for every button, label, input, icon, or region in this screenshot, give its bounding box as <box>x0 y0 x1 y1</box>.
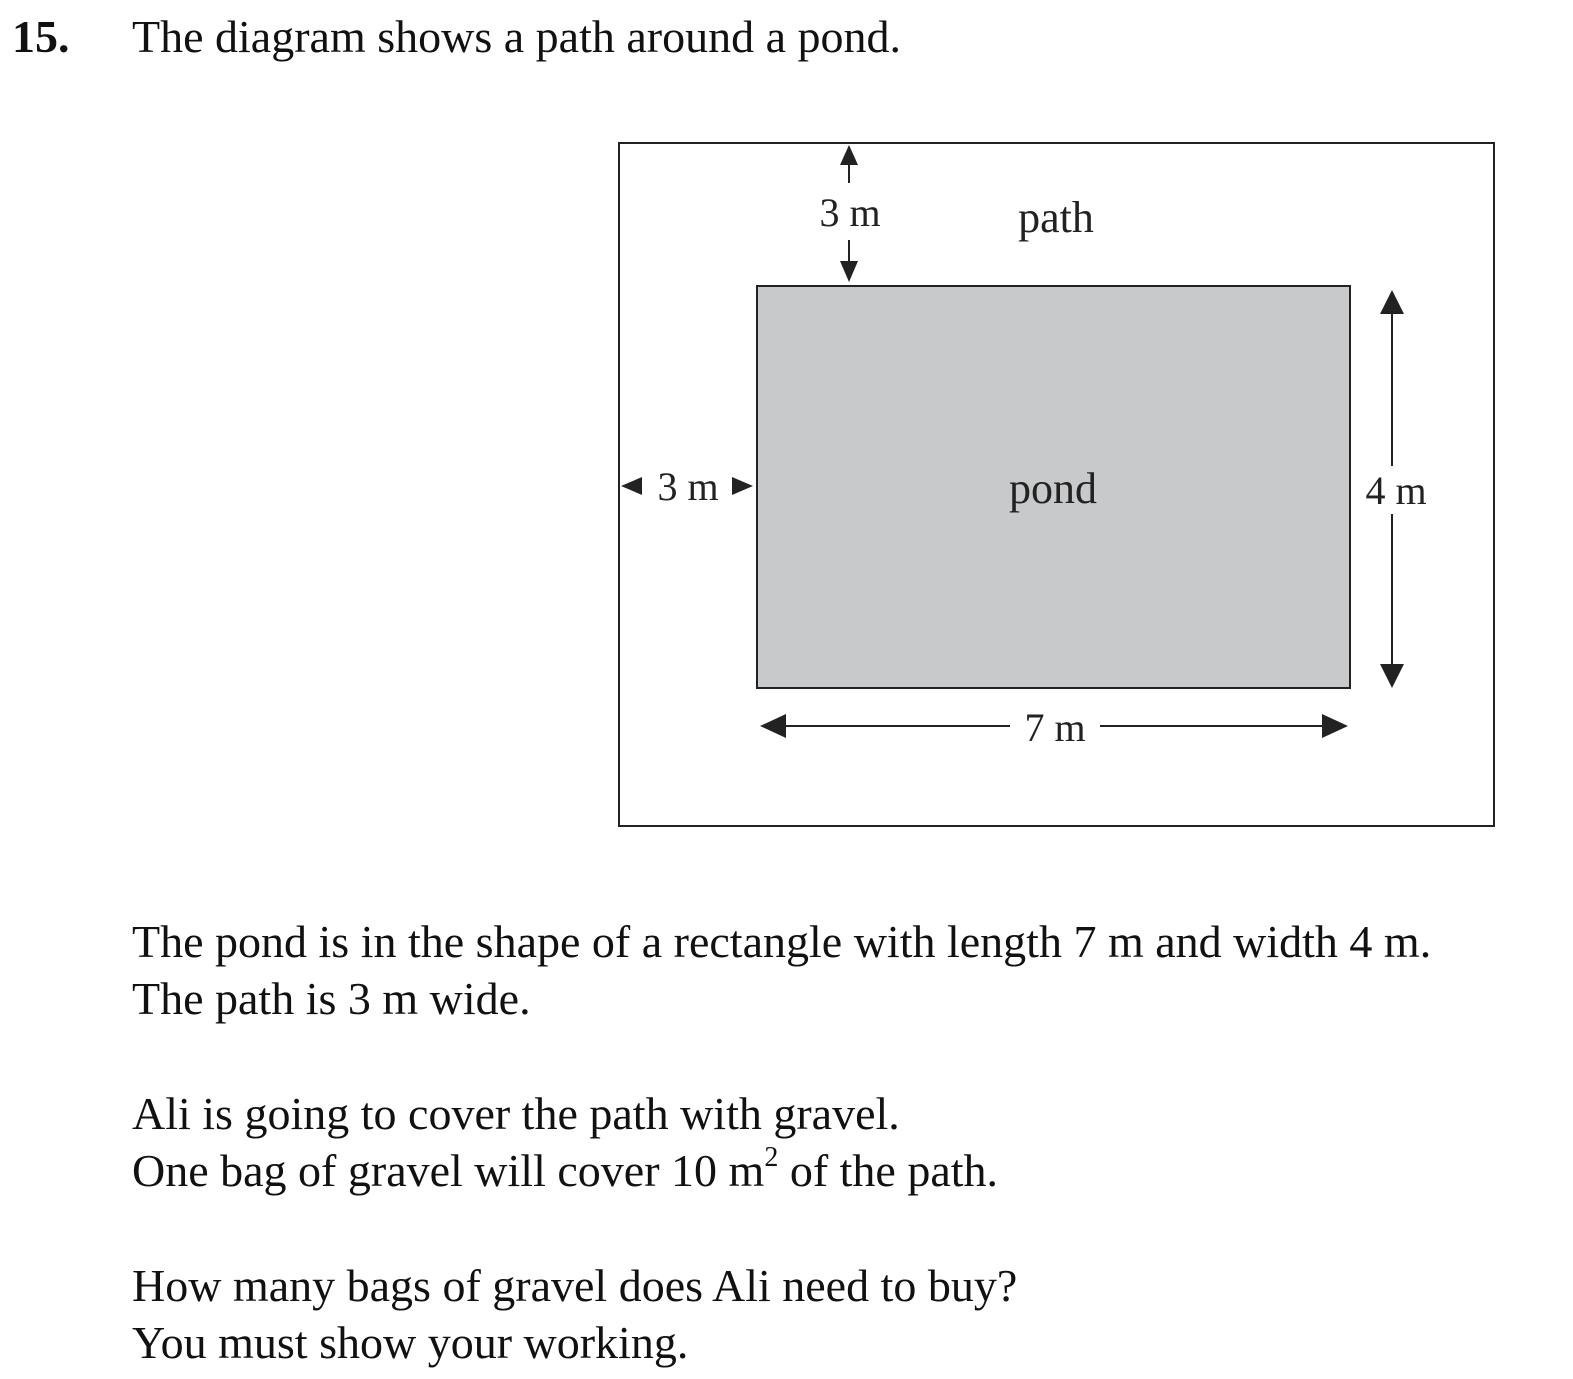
bottom-dimension-label: 7 m <box>1024 705 1086 750</box>
pond-description-line-1: The pond is in the shape of a rectangle with length 7 m and width 4 m. <box>132 916 1432 967</box>
gravel-description-line-2 <box>132 1142 998 1199</box>
question-prompt <box>132 1257 1017 1371</box>
squared-superscript: 2 <box>764 1141 779 1173</box>
question-prompt-line-1: How many bags of gravel does Ali need to buy? <box>132 1260 1018 1311</box>
path-label: path <box>1018 193 1094 242</box>
pond-description-line-2: The path is 3 m wide. <box>132 973 531 1024</box>
left-dimension-label: 3 m <box>657 464 719 509</box>
question-number: 15. <box>12 11 70 62</box>
question-prompt-line-2: You must show your working. <box>132 1317 689 1368</box>
pond-label: pond <box>1009 464 1097 513</box>
top-dimension-label: 3 m <box>819 190 881 235</box>
gravel-description-line-1: Ali is going to cover the path with gravel. <box>132 1088 900 1139</box>
question-intro: The diagram shows a path around a pond. <box>132 11 902 62</box>
gravel-coverage-text: One bag of gravel will cover 10 m <box>132 1145 765 1196</box>
gravel-coverage-text-end: of the path. <box>778 1145 999 1196</box>
right-dimension-label: 4 m <box>1365 468 1427 513</box>
gravel-description <box>132 1085 998 1199</box>
pond-description <box>132 913 1431 1027</box>
